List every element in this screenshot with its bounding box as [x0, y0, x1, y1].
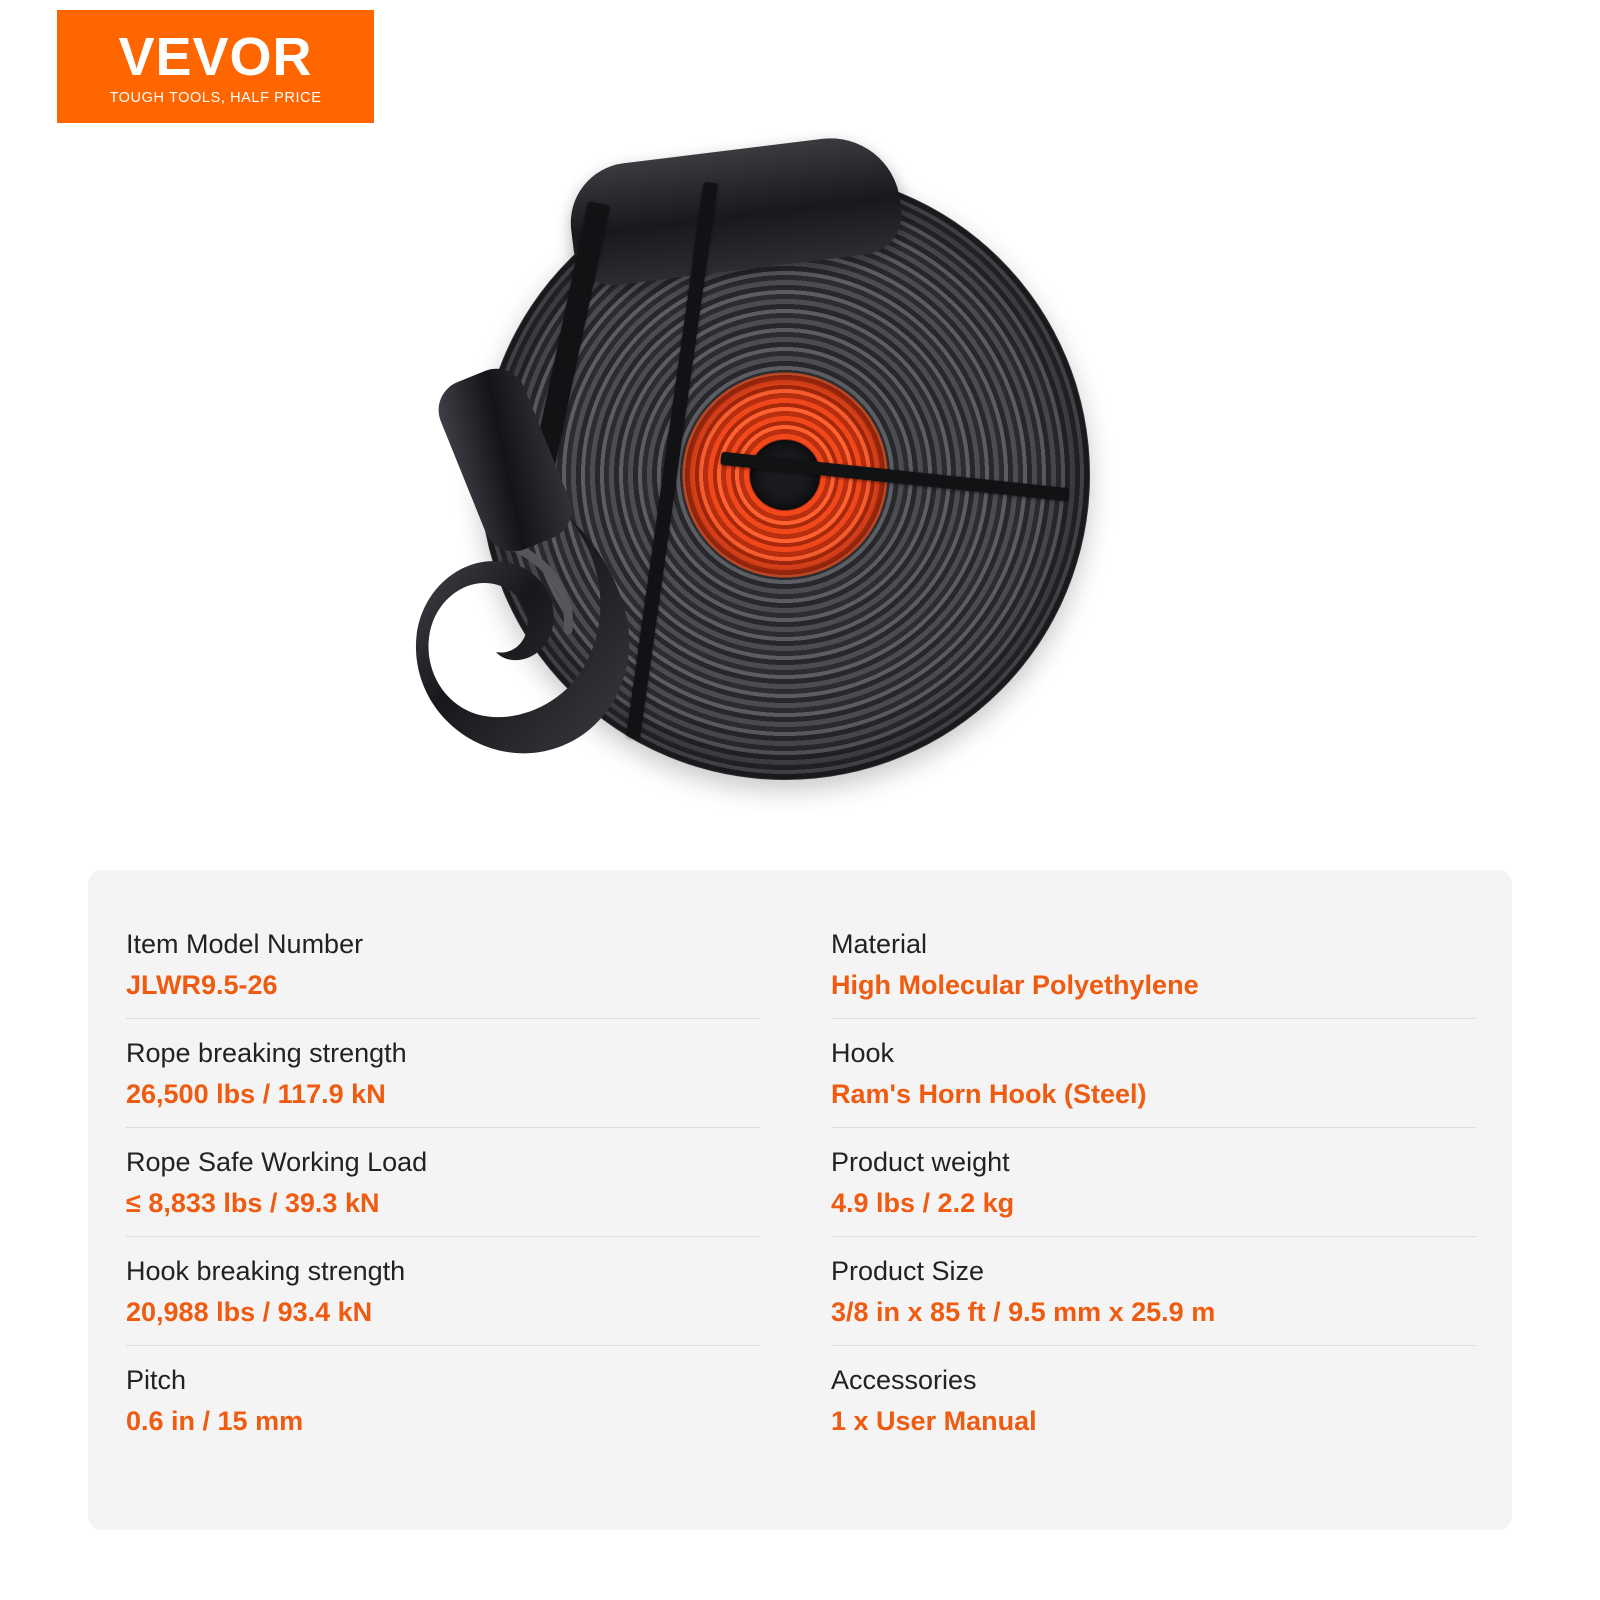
brand-tagline: TOUGH TOOLS, HALF PRICE [109, 89, 322, 106]
spec-value: High Molecular Polyethylene [831, 970, 1199, 1000]
coil-center-hole [750, 440, 820, 510]
spec-label: Hook breaking strength [126, 1256, 406, 1286]
spec-row-product-size [831, 1237, 1476, 1346]
spec-column-left [126, 910, 801, 1454]
spec-label: Hook [831, 1038, 895, 1068]
rope-illustration [420, 140, 1140, 880]
specification-grid [126, 910, 1476, 1454]
spec-value: 0.6 in / 15 mm [126, 1406, 304, 1436]
spec-label: Accessories [831, 1365, 977, 1395]
spec-label: Product weight [831, 1147, 1010, 1177]
spec-value: 20,988 lbs / 93.4 kN [126, 1297, 373, 1327]
spec-value: 4.9 lbs / 2.2 kg [831, 1188, 1015, 1218]
spec-label: Product Size [831, 1256, 985, 1286]
spec-value: 3/8 in x 85 ft / 9.5 mm x 25.9 m [831, 1297, 1216, 1327]
spec-row-product-weight [831, 1128, 1476, 1237]
spec-row-item-model-number [126, 910, 761, 1019]
spec-column-right [801, 910, 1476, 1454]
product-image [0, 120, 1600, 880]
spec-value: 1 x User Manual [831, 1406, 1037, 1436]
spec-value: ≤ 8,833 lbs / 39.3 kN [126, 1188, 380, 1218]
spec-label: Item Model Number [126, 929, 364, 959]
spec-row-material [831, 910, 1476, 1019]
spec-label: Pitch [126, 1365, 187, 1395]
rams-horn-hook [400, 500, 650, 830]
spec-row-hook-breaking-strength [126, 1237, 761, 1346]
spec-row-rope-breaking-strength [126, 1019, 761, 1128]
spec-label: Material [831, 929, 928, 959]
spec-label: Rope Safe Working Load [126, 1147, 428, 1177]
specification-panel [88, 870, 1512, 1530]
spec-row-hook [831, 1019, 1476, 1128]
spec-row-pitch [126, 1346, 761, 1454]
brand-name: VEVOR [118, 26, 313, 87]
brand-logo [57, 10, 374, 123]
spec-value: JLWR9.5-26 [126, 970, 278, 1000]
spec-value: Ram's Horn Hook (Steel) [831, 1079, 1147, 1109]
spec-row-rope-safe-working-load [126, 1128, 761, 1237]
spec-row-accessories [831, 1346, 1476, 1454]
spec-value: 26,500 lbs / 117.9 kN [126, 1079, 386, 1109]
hook-icon [400, 500, 650, 830]
spec-label: Rope breaking strength [126, 1038, 407, 1068]
